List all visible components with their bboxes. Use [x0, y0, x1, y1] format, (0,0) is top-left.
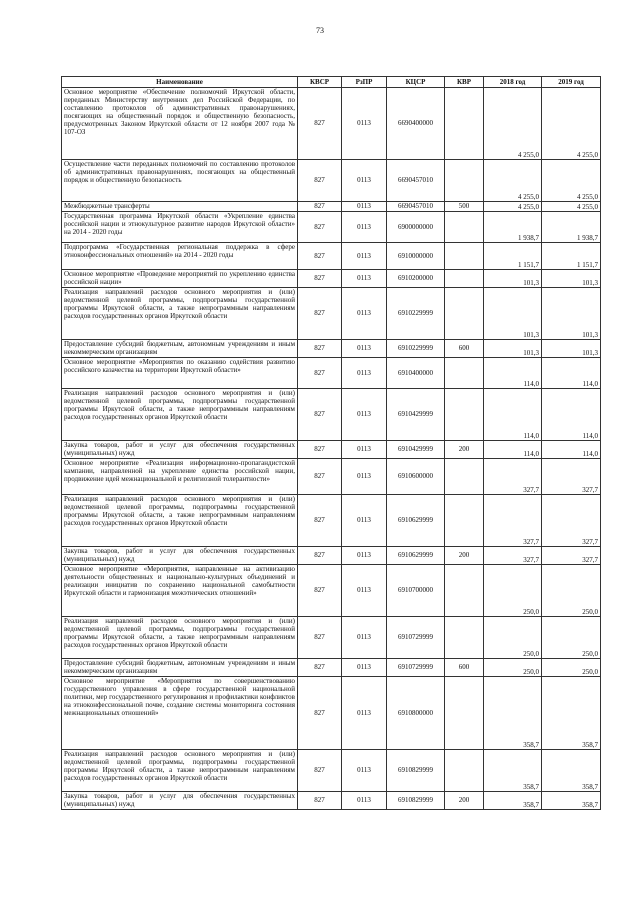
cell-rzpr: 0113 — [342, 659, 387, 677]
cell-kcsr: 6690457010 — [387, 160, 445, 202]
table-row — [62, 270, 601, 288]
cell-rzpr: 0113 — [342, 565, 387, 617]
page-number: 73 — [316, 26, 324, 35]
cell-name: Межбюджетные трансферты — [62, 202, 298, 212]
cell-rzpr: 0113 — [342, 340, 387, 358]
table-row — [62, 202, 601, 212]
cell-kcsr: 6910700000 — [387, 565, 445, 617]
col-header-kcsr: КЦСР — [387, 77, 445, 88]
col-header-kvr: КВР — [445, 77, 484, 88]
table-row — [62, 565, 601, 617]
table-row — [62, 441, 601, 459]
table-row — [62, 495, 601, 547]
cell-kcsr: 6910229999 — [387, 288, 445, 340]
cell-2019: 327,7 — [542, 547, 601, 565]
cell-2018: 327,7 — [484, 495, 542, 547]
cell-2018: 358,7 — [484, 750, 542, 792]
col-header-kvsr: КВСР — [298, 77, 342, 88]
cell-kvr: 600 — [445, 340, 484, 358]
cell-kvr: 600 — [445, 659, 484, 677]
cell-2018: 101,3 — [484, 270, 542, 288]
budget-table — [61, 76, 601, 810]
cell-name: Основное мероприятие «Обеспечение полномочий Иркутской области, переданных Министерству внутренних дел Российской Федерации, по составлению протоколов об административных правонарушениях, посягающих на общественный порядок и общественную безопасность, предусмотренных Законом Иркутской области от 12 ноября 2007 года № 107-ОЗ — [62, 88, 298, 160]
cell-rzpr: 0113 — [342, 792, 387, 810]
table-row — [62, 358, 601, 389]
cell-kcsr: 6910829999 — [387, 792, 445, 810]
table-body — [62, 88, 601, 810]
table-row — [62, 659, 601, 677]
cell-rzpr: 0113 — [342, 459, 387, 495]
col-header-2018: 2018 год — [484, 77, 542, 88]
cell-2018: 327,7 — [484, 547, 542, 565]
cell-kcsr: 6910229999 — [387, 340, 445, 358]
table-row — [62, 792, 601, 810]
cell-kvsr: 827 — [298, 459, 342, 495]
cell-name: Закупка товаров, работ и услуг для обеспечения государственных (муниципальных) нужд — [62, 547, 298, 565]
cell-kvsr: 827 — [298, 495, 342, 547]
table-row — [62, 288, 601, 340]
cell-kcsr: 6910629999 — [387, 547, 445, 565]
cell-kvsr: 827 — [298, 202, 342, 212]
cell-2019: 4 255,0 — [542, 88, 601, 160]
cell-kcsr: 6910629999 — [387, 495, 445, 547]
cell-kvr — [445, 459, 484, 495]
cell-rzpr: 0113 — [342, 358, 387, 389]
cell-kvr: 200 — [445, 441, 484, 459]
cell-name: Подпрограмма «Государственная региональная поддержка в сфере этноконфессиональных отношений» на 2014 - 2020 годы — [62, 243, 298, 270]
cell-name: Реализация направлений расходов основного мероприятия и (или) ведомственной целевой программы, подпрограммы государственной программы Иркутской области, а также непрограммным направлениям расходов государственных органов Иркутской области — [62, 288, 298, 340]
cell-rzpr: 0113 — [342, 160, 387, 202]
cell-2018: 327,7 — [484, 459, 542, 495]
cell-name: Предоставление субсидий бюджетным, автономным учреждениям и иным некоммерческим организациям — [62, 659, 298, 677]
cell-name: Реализация направлений расходов основного мероприятия и (или) ведомственной целевой программы, подпрограммы государственной программы Иркутской области, а также непрограммным направлениям расходов государственных органов Иркутской области — [62, 389, 298, 441]
cell-2018: 250,0 — [484, 617, 542, 659]
cell-rzpr: 0113 — [342, 617, 387, 659]
cell-rzpr: 0113 — [342, 212, 387, 243]
cell-kvsr: 827 — [298, 547, 342, 565]
cell-kvsr: 827 — [298, 659, 342, 677]
cell-2019: 358,7 — [542, 792, 601, 810]
cell-name: Осуществление части переданных полномочий по составлению протоколов об административных правонарушениях, посягающих на общественный порядок и общественную безопасность — [62, 160, 298, 202]
cell-rzpr: 0113 — [342, 288, 387, 340]
cell-kcsr: 6910000000 — [387, 243, 445, 270]
cell-name: Закупка товаров, работ и услуг для обеспечения государственных (муниципальных) нужд — [62, 792, 298, 810]
cell-2019: 1 151,7 — [542, 243, 601, 270]
table-row — [62, 677, 601, 750]
cell-kcsr: 6900000000 — [387, 212, 445, 243]
table-row — [62, 617, 601, 659]
cell-kcsr: 6690457010 — [387, 202, 445, 212]
cell-2018: 250,0 — [484, 659, 542, 677]
table-row — [62, 160, 601, 202]
cell-kvr — [445, 160, 484, 202]
cell-kvsr: 827 — [298, 677, 342, 750]
cell-name: Предоставление субсидий бюджетным, автономным учреждениям и иным некоммерческим организациям — [62, 340, 298, 358]
cell-2019: 250,0 — [542, 565, 601, 617]
cell-name: Основное мероприятие «Реализация информационно-пропагандистской кампании, направленной на укрепление единства российской нации, продвижение идей межнациональной и религиозной толерантности» — [62, 459, 298, 495]
cell-2019: 1 938,7 — [542, 212, 601, 243]
cell-kcsr: 6910729999 — [387, 617, 445, 659]
cell-2019: 358,7 — [542, 750, 601, 792]
col-header-2019: 2019 год — [542, 77, 601, 88]
cell-kvsr: 827 — [298, 270, 342, 288]
cell-2019: 250,0 — [542, 617, 601, 659]
cell-name: Реализация направлений расходов основного мероприятия и (или) ведомственной целевой программы, подпрограммы государственной программы Иркутской области, а также непрограммным направлениям расходов государственных органов Иркутской области — [62, 495, 298, 547]
cell-2019: 114,0 — [542, 358, 601, 389]
cell-kcsr: 6910200000 — [387, 270, 445, 288]
cell-2018: 358,7 — [484, 677, 542, 750]
cell-name: Реализация направлений расходов основного мероприятия и (или) ведомственной целевой программы, подпрограммы государственной программы Иркутской области, а также непрограммным направлениям расходов государственных органов Иркутской области — [62, 750, 298, 792]
col-header-rzpr: РзПР — [342, 77, 387, 88]
cell-kvr — [445, 565, 484, 617]
cell-2019: 358,7 — [542, 677, 601, 750]
cell-2019: 4 255,0 — [542, 202, 601, 212]
cell-kvsr: 827 — [298, 792, 342, 810]
cell-name: Государственная программа Иркутской области «Укрепление единства российской нации и этнокультурное развитие народов Иркутской области» на 2014 - 2020 годы — [62, 212, 298, 243]
cell-kvsr: 827 — [298, 750, 342, 792]
cell-kvsr: 827 — [298, 358, 342, 389]
cell-kvr — [445, 288, 484, 340]
table-row — [62, 340, 601, 358]
cell-rzpr: 0113 — [342, 495, 387, 547]
table-row — [62, 243, 601, 270]
cell-kvsr: 827 — [298, 212, 342, 243]
cell-kcsr: 6910600000 — [387, 459, 445, 495]
cell-rzpr: 0113 — [342, 270, 387, 288]
table-header — [62, 77, 601, 88]
cell-2018: 114,0 — [484, 358, 542, 389]
cell-rzpr: 0113 — [342, 389, 387, 441]
cell-2018: 114,0 — [484, 389, 542, 441]
cell-kvsr: 827 — [298, 441, 342, 459]
cell-2018: 250,0 — [484, 565, 542, 617]
cell-2019: 4 255,0 — [542, 160, 601, 202]
cell-2019: 327,7 — [542, 459, 601, 495]
cell-kvr — [445, 617, 484, 659]
cell-kvr — [445, 88, 484, 160]
table-row — [62, 547, 601, 565]
cell-2018: 358,7 — [484, 792, 542, 810]
cell-kvsr: 827 — [298, 160, 342, 202]
cell-kvr — [445, 270, 484, 288]
cell-kvr — [445, 677, 484, 750]
cell-name: Основное мероприятие «Мероприятия по совершенствованию государственного управления в сфере государственной национальной политики, мер государственного регулирования и профилактики конфликтов на этноконфессиональной почве, создание системы мониторинга состояния межнациональных отношений» — [62, 677, 298, 750]
cell-kvsr: 827 — [298, 340, 342, 358]
cell-name: Закупка товаров, работ и услуг для обеспечения государственных (муниципальных) нужд — [62, 441, 298, 459]
header-row — [62, 77, 601, 88]
cell-kvsr: 827 — [298, 288, 342, 340]
cell-2018: 1 151,7 — [484, 243, 542, 270]
table-row — [62, 459, 601, 495]
cell-kcsr: 6910800000 — [387, 677, 445, 750]
col-header-name: Наименование — [62, 77, 298, 88]
cell-2018: 101,3 — [484, 288, 542, 340]
cell-kvr — [445, 495, 484, 547]
cell-kvr: 500 — [445, 202, 484, 212]
cell-kvr — [445, 389, 484, 441]
cell-kvsr: 827 — [298, 565, 342, 617]
cell-kvr — [445, 212, 484, 243]
cell-2018: 4 255,0 — [484, 202, 542, 212]
cell-2018: 101,3 — [484, 340, 542, 358]
table-row — [62, 750, 601, 792]
cell-name: Основное мероприятие «Проведение мероприятий по укреплению единства российской нации» — [62, 270, 298, 288]
cell-kvr — [445, 243, 484, 270]
cell-kcsr: 6910429999 — [387, 389, 445, 441]
table-row — [62, 88, 601, 160]
cell-kcsr: 6910729999 — [387, 659, 445, 677]
cell-kcsr: 6690400000 — [387, 88, 445, 160]
cell-2019: 101,3 — [542, 270, 601, 288]
cell-kvsr: 827 — [298, 389, 342, 441]
cell-2019: 101,3 — [542, 340, 601, 358]
cell-2018: 114,0 — [484, 441, 542, 459]
cell-2019: 250,0 — [542, 659, 601, 677]
cell-2019: 114,0 — [542, 441, 601, 459]
cell-name: Основное мероприятие «Мероприятия, направленные на активизацию деятельности общественных и национально-культурных объединений и реализации инициатив по сохранению национальной самобытности Иркутской области и гармонизация межэтнических отношений» — [62, 565, 298, 617]
cell-kvr — [445, 750, 484, 792]
cell-rzpr: 0113 — [342, 243, 387, 270]
cell-name: Основное мероприятие «Мероприятия по оказанию содействия развитию российского казачества на территории Иркутской области» — [62, 358, 298, 389]
cell-rzpr: 0113 — [342, 750, 387, 792]
table-row — [62, 212, 601, 243]
cell-kvsr: 827 — [298, 88, 342, 160]
cell-name: Реализация направлений расходов основного мероприятия и (или) ведомственной целевой программы, подпрограммы государственной программы Иркутской области, а также непрограммным направлениям расходов государственных органов Иркутской области — [62, 617, 298, 659]
cell-2019: 101,3 — [542, 288, 601, 340]
cell-kvsr: 827 — [298, 243, 342, 270]
cell-kvr: 200 — [445, 547, 484, 565]
cell-kvsr: 827 — [298, 617, 342, 659]
cell-kvr: 200 — [445, 792, 484, 810]
cell-kcsr: 6910829999 — [387, 750, 445, 792]
cell-kcsr: 6910400000 — [387, 358, 445, 389]
cell-rzpr: 0113 — [342, 441, 387, 459]
cell-kcsr: 6910429999 — [387, 441, 445, 459]
cell-2018: 4 255,0 — [484, 88, 542, 160]
table-row — [62, 389, 601, 441]
cell-2019: 327,7 — [542, 495, 601, 547]
cell-2018: 4 255,0 — [484, 160, 542, 202]
cell-rzpr: 0113 — [342, 677, 387, 750]
cell-kvr — [445, 358, 484, 389]
cell-2018: 1 938,7 — [484, 212, 542, 243]
cell-rzpr: 0113 — [342, 547, 387, 565]
cell-rzpr: 0113 — [342, 88, 387, 160]
cell-rzpr: 0113 — [342, 202, 387, 212]
cell-2019: 114,0 — [542, 389, 601, 441]
